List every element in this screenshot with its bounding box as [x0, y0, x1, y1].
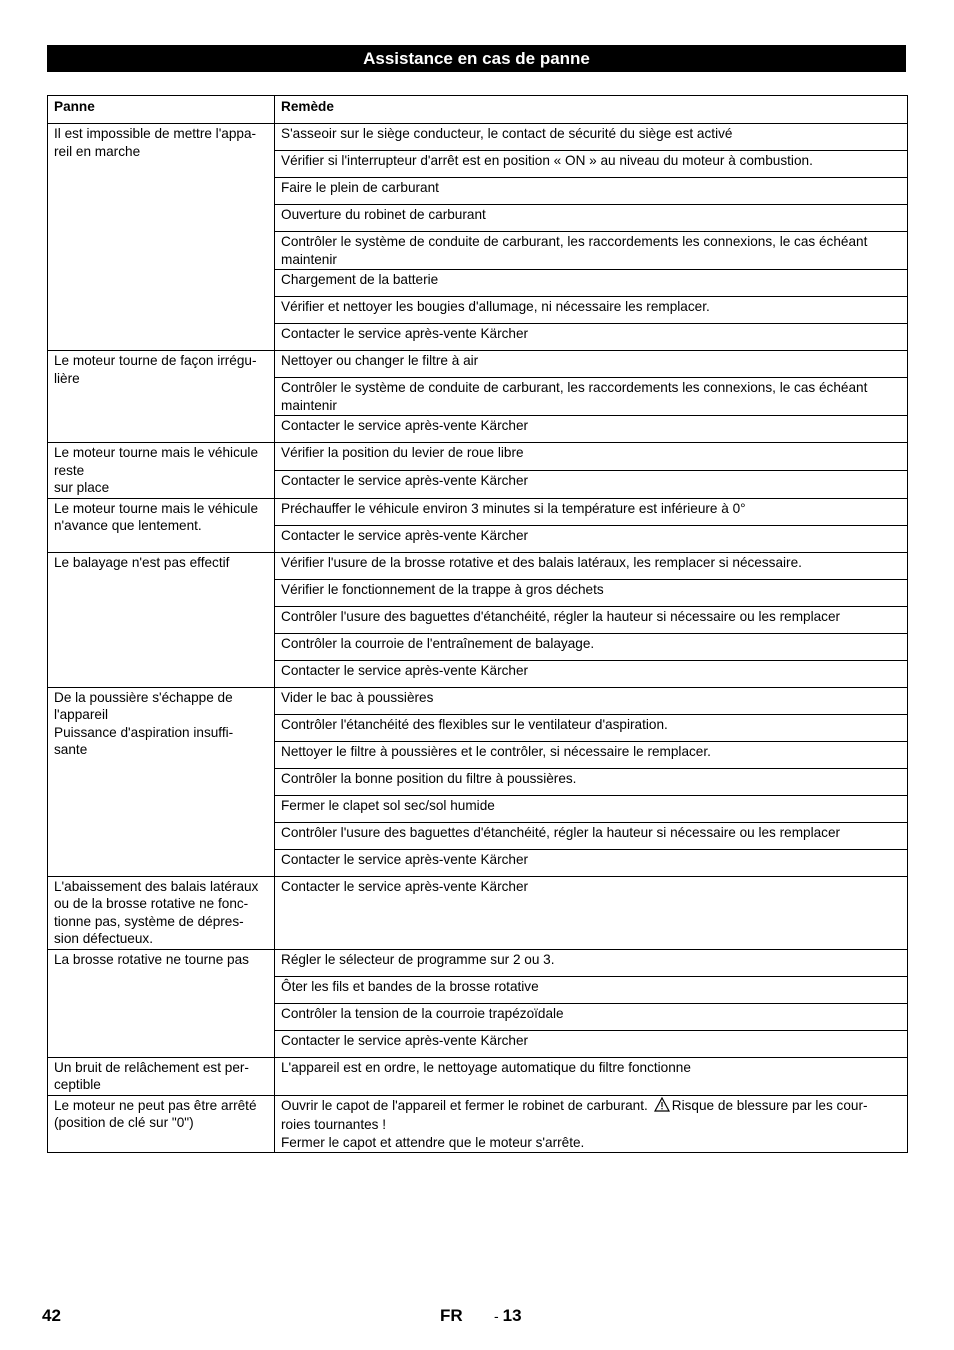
panne-text: Le moteur tourne mais le véhicule n'avance que lentement.: [54, 500, 259, 533]
remede-text: Chargement de la batterie: [281, 272, 439, 287]
remede-cell: [275, 1095, 908, 1153]
remede-cell: [275, 876, 908, 949]
panne-text: Il est impossible de mettre l'appa- reil en marche: [54, 126, 257, 159]
remede-cell: [275, 1003, 908, 1030]
remede-cell: [275, 416, 908, 443]
remede-text: Ouverture du robinet de carburant: [281, 207, 486, 222]
remede-cell: [275, 205, 908, 232]
header-remede: Remède: [275, 96, 908, 124]
table-body: [48, 124, 908, 1153]
table-row: [48, 498, 908, 525]
remede-text-warning: Risque de blessure par les cour- roies tournantes !: [281, 1097, 868, 1132]
remede-text: Préchauffer le véhicule environ 3 minutes si la température est inférieure à 0°: [281, 500, 746, 516]
panne-text: De la poussière s'échappe de l'appareil Puissance d'aspiration insuffi- sante: [54, 689, 234, 757]
remede-text-2: Fermer le capot et attendre que le moteur s'arrête.: [281, 1134, 585, 1150]
remede-text: Nettoyer le filtre à poussières et le contrôler, si nécessaire le remplacer.: [281, 743, 711, 759]
remede-cell: [275, 606, 908, 633]
panne-text: Le moteur tourne de façon irrégu- lière: [54, 353, 257, 386]
remede-cell: [275, 178, 908, 205]
panne-cell: [48, 1095, 275, 1153]
remede-cell: [275, 1030, 908, 1057]
panne-text: Le moteur tourne mais le véhicule reste sur place: [54, 445, 259, 495]
remede-text: Contrôler l'usure des baguettes d'étanchéité, régler la hauteur si nécessaire ou les remplacer: [281, 824, 841, 840]
remede-cell: [275, 378, 908, 416]
remede-text: Vérifier l'usure de la brosse rotative et des balais latéraux, les remplacer si nécessaire.: [281, 554, 802, 570]
remede-cell: [275, 633, 908, 660]
panne-cell: [48, 552, 275, 687]
remede-cell: [275, 525, 908, 552]
remede-cell: [275, 660, 908, 687]
remede-cell: [275, 351, 908, 378]
remede-text: Contacter le service après-vente Kärcher: [281, 418, 529, 433]
remede-cell: [275, 949, 908, 976]
troubleshooting-table: [47, 95, 908, 1153]
remede-text: Contacter le service après-vente Kärcher: [281, 878, 529, 894]
remede-cell: [275, 768, 908, 795]
remede-text: Contrôler la bonne position du filtre à poussières.: [281, 770, 577, 786]
remede-text: Vérifier le fonctionnement de la trappe à gros déchets: [281, 581, 604, 597]
remede-text: Contrôler la tension de la courroie trapézoïdale: [281, 1005, 564, 1021]
remede-text: Contacter le service après-vente Kärcher: [281, 527, 529, 543]
remede-text: Contrôler l'étanchéité des flexibles sur le ventilateur d'aspiration.: [281, 716, 668, 732]
remede-text: Contrôler le système de conduite de carburant, les raccordements les connexions, le cas échéant maintenir: [281, 380, 868, 413]
header-panne: Panne: [48, 96, 275, 124]
remede-text: Contacter le service après-vente Kärcher: [281, 662, 529, 678]
remede-text: Contacter le service après-vente Kärcher: [281, 326, 529, 341]
page-number: 42: [42, 1306, 61, 1325]
table-row: [48, 1057, 908, 1095]
warning-triangle-icon: [654, 1097, 670, 1117]
panne-cell: [48, 351, 275, 443]
remede-text: Vérifier si l'interrupteur d'arrêt est en position « ON » au niveau du moteur à combustion.: [281, 153, 813, 168]
sub-page-value: 13: [502, 1306, 522, 1325]
remede-cell: [275, 822, 908, 849]
remede-cell: [275, 687, 908, 714]
panne-cell: [48, 443, 275, 499]
panne-text: Un bruit de relâchement est per- ceptible: [54, 1059, 249, 1092]
table-row: [48, 687, 908, 714]
remede-text: S'asseoir sur le siège conducteur, le contact de sécurité du siège est activé: [281, 126, 733, 141]
section-title: Assistance en cas de panne: [47, 45, 906, 72]
sub-page-dash: -: [494, 1308, 499, 1324]
remede-cell: [275, 714, 908, 741]
remede-cell: [275, 124, 908, 151]
remede-cell: [275, 324, 908, 351]
remede-text: Régler le sélecteur de programme sur 2 ou 3.: [281, 951, 555, 967]
remede-text: Contrôler la courroie de l'entraînement de balayage.: [281, 635, 595, 651]
remede-text: Contrôler le système de conduite de carburant, les raccordements les connexions, le cas échéant maintenir: [281, 234, 868, 267]
panne-cell: [48, 1057, 275, 1095]
remede-cell: [275, 443, 908, 471]
remede-cell: [275, 579, 908, 606]
remede-cell: [275, 232, 908, 270]
table-row: [48, 443, 908, 471]
remede-cell: [275, 795, 908, 822]
panne-cell: [48, 687, 275, 876]
remede-text: Faire le plein de carburant: [281, 180, 439, 195]
language-code: FR: [440, 1306, 463, 1325]
panne-text: Le moteur ne peut pas être arrêté (position de clé sur "0"): [54, 1097, 257, 1130]
remede-text: Nettoyer ou changer le filtre à air: [281, 353, 479, 368]
panne-text: Le balayage n'est pas effectif: [54, 554, 230, 570]
remede-cell: [275, 976, 908, 1003]
remede-cell: [275, 552, 908, 579]
remede-text: Fermer le clapet sol sec/sol humide: [281, 797, 495, 813]
remede-cell: [275, 297, 908, 324]
panne-cell: [48, 498, 275, 552]
remede-text: Vider le bac à poussières: [281, 689, 434, 705]
remede-text: Contacter le service après-vente Kärcher: [281, 472, 529, 488]
remede-cell: [275, 498, 908, 525]
panne-text: La brosse rotative ne tourne pas: [54, 951, 249, 967]
table-row: [48, 949, 908, 976]
remede-text: Ouvrir le capot de l'appareil et fermer le robinet de carburant.: [281, 1097, 648, 1113]
remede-text: Contacter le service après-vente Kärcher: [281, 851, 529, 867]
panne-cell: [48, 124, 275, 351]
table-header-row: [48, 96, 908, 124]
remede-text: Contrôler l'usure des baguettes d'étanchéité, régler la hauteur si nécessaire ou les remplacer: [281, 608, 841, 624]
remede-cell: [275, 270, 908, 297]
remede-cell: [275, 1057, 908, 1095]
table-row: [48, 876, 908, 949]
panne-cell: [48, 876, 275, 949]
table-row: [48, 351, 908, 378]
remede-text: Vérifier et nettoyer les bougies d'allumage, ni nécessaire les remplacer.: [281, 299, 710, 314]
panne-text: L'abaissement des balais latéraux ou de la brosse rotative ne fonc- tionne pas, système de dépres- sion défectueux.: [54, 878, 259, 946]
remede-cell: [275, 741, 908, 768]
remede-text: Contacter le service après-vente Kärcher: [281, 1032, 529, 1048]
remede-text: Ôter les fils et bandes de la brosse rotative: [281, 978, 539, 994]
table-row: [48, 124, 908, 151]
remede-cell: [275, 151, 908, 178]
table-row: [48, 1095, 908, 1153]
remede-cell: [275, 470, 908, 498]
panne-cell: [48, 949, 275, 1057]
remede-text: Vérifier la position du levier de roue libre: [281, 445, 524, 460]
sub-page-number: [494, 1306, 522, 1326]
remede-cell: [275, 849, 908, 876]
table-row: [48, 552, 908, 579]
remede-text: L'appareil est en ordre, le nettoyage automatique du filtre fonctionne: [281, 1059, 691, 1075]
